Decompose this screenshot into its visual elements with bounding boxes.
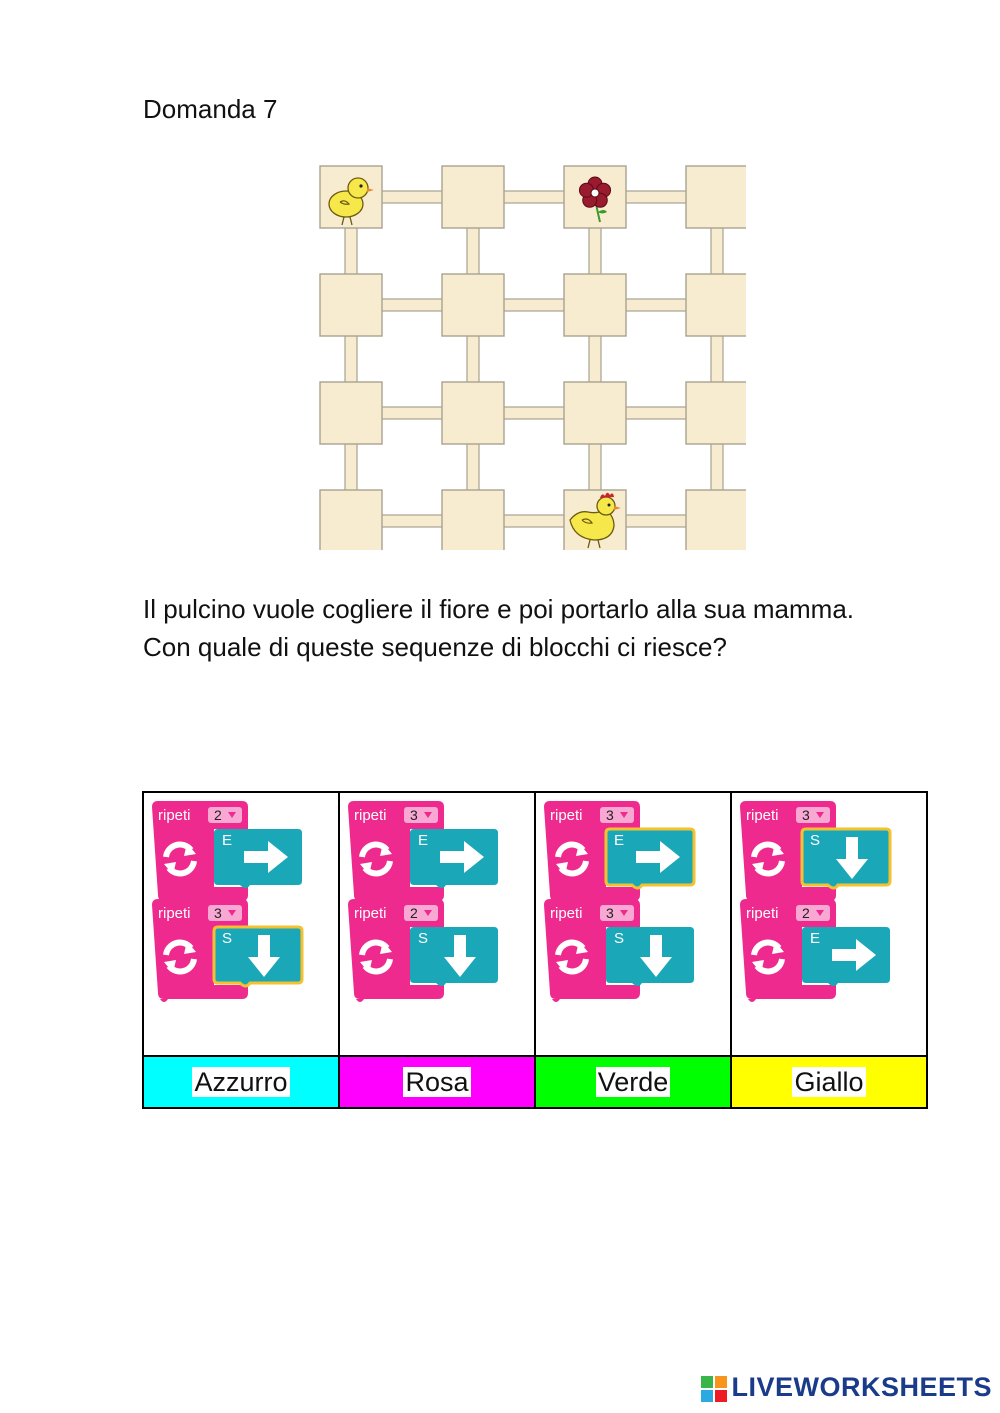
direction-letter: S <box>222 930 233 947</box>
repeat-block <box>544 899 694 1002</box>
repeat-block <box>348 899 498 1002</box>
maze-path <box>345 227 357 275</box>
option-code-rosa <box>339 792 535 1056</box>
maze-path <box>503 407 565 419</box>
repeat-label: ripeti <box>354 905 387 922</box>
code-sequence <box>732 793 924 1055</box>
repeat-label: ripeti <box>354 807 387 824</box>
repeat-count: 2 <box>410 905 418 921</box>
direction-letter: E <box>810 930 821 947</box>
move-block <box>802 829 890 888</box>
option-button-rosa[interactable] <box>339 1056 535 1108</box>
maze-path <box>625 515 687 527</box>
repeat-count: 3 <box>802 807 810 823</box>
move-block <box>214 927 302 986</box>
maze-grid <box>318 164 746 550</box>
maze-path <box>503 515 565 527</box>
code-sequence <box>144 793 336 1055</box>
direction-letter: S <box>614 930 625 947</box>
move-block <box>410 829 498 888</box>
label-row <box>143 1056 927 1108</box>
maze-path <box>381 299 443 311</box>
question-text <box>143 590 973 666</box>
move-block <box>606 829 694 888</box>
maze-path <box>467 227 479 275</box>
repeat-count: 2 <box>802 905 810 921</box>
move-block <box>410 927 498 986</box>
repeat-label: ripeti <box>746 905 779 922</box>
repeat-block <box>152 899 302 1002</box>
repeat-label: ripeti <box>746 807 779 824</box>
code-sequence <box>536 793 728 1055</box>
repeat-block <box>544 801 694 904</box>
answer-options-table <box>142 791 928 1109</box>
maze-path <box>625 407 687 419</box>
repeat-count: 3 <box>410 807 418 823</box>
maze-path <box>711 227 723 275</box>
option-label: Rosa <box>405 1066 469 1097</box>
repeat-count: 3 <box>606 905 614 921</box>
option-label: Azzurro <box>194 1066 288 1097</box>
repeat-block <box>740 899 890 1002</box>
option-button-verde[interactable] <box>535 1056 731 1108</box>
maze-tile <box>320 490 382 550</box>
liveworksheets-mark-icon <box>701 1376 727 1402</box>
maze-tile <box>320 382 382 444</box>
maze-tile <box>442 166 504 228</box>
maze-path <box>381 407 443 419</box>
maze-path <box>589 443 601 491</box>
maze-path <box>711 335 723 383</box>
option-label: Verde <box>597 1066 669 1097</box>
repeat-label: ripeti <box>550 905 583 922</box>
maze-tile <box>442 382 504 444</box>
maze-path <box>467 443 479 491</box>
option-code-giallo <box>731 792 927 1056</box>
maze-path <box>345 335 357 383</box>
maze-path <box>467 335 479 383</box>
move-block <box>606 927 694 986</box>
maze-path <box>345 443 357 491</box>
option-label: Giallo <box>794 1066 864 1097</box>
maze-path <box>625 299 687 311</box>
code-sequence <box>340 793 532 1055</box>
maze-path <box>381 191 443 203</box>
maze-path <box>589 335 601 383</box>
repeat-label: ripeti <box>158 807 191 824</box>
maze-path <box>503 191 565 203</box>
maze-tile <box>686 382 746 444</box>
repeat-block <box>740 801 890 904</box>
maze-tile <box>564 274 626 336</box>
direction-letter: S <box>418 930 429 947</box>
option-button-azzurro[interactable] <box>143 1056 339 1108</box>
repeat-label: ripeti <box>158 905 191 922</box>
maze-tile <box>320 274 382 336</box>
maze-tile <box>442 274 504 336</box>
code-row <box>143 792 927 1056</box>
move-block <box>802 927 890 986</box>
move-block <box>214 829 302 888</box>
maze-path <box>625 191 687 203</box>
repeat-block <box>348 801 498 904</box>
question-title: Domanda 7 <box>143 94 278 124</box>
footer-brand: LIVEWORKSHEETS <box>731 1372 992 1402</box>
maze-tile <box>686 274 746 336</box>
repeat-count: 2 <box>214 807 222 823</box>
maze-tile <box>442 490 504 550</box>
direction-letter: E <box>614 832 625 849</box>
maze-path <box>711 443 723 491</box>
liveworksheets-logo <box>701 1372 992 1403</box>
repeat-count: 3 <box>214 905 222 921</box>
option-button-giallo[interactable] <box>731 1056 927 1108</box>
maze-tile <box>564 382 626 444</box>
option-code-azzurro <box>143 792 339 1056</box>
maze-tile <box>686 490 746 550</box>
maze-tile <box>686 166 746 228</box>
direction-letter: E <box>222 832 233 849</box>
direction-letter: S <box>810 832 821 849</box>
repeat-count: 3 <box>606 807 614 823</box>
question-line-1: Il pulcino vuole cogliere il fiore e poi portarlo alla sua mamma. <box>143 594 855 624</box>
maze-path <box>589 227 601 275</box>
repeat-label: ripeti <box>550 807 583 824</box>
direction-letter: E <box>418 832 429 849</box>
repeat-block <box>152 801 302 904</box>
option-code-verde <box>535 792 731 1056</box>
maze-path <box>381 515 443 527</box>
maze-path <box>503 299 565 311</box>
question-line-2: Con quale di queste sequenze di blocchi ci riesce? <box>143 632 727 662</box>
